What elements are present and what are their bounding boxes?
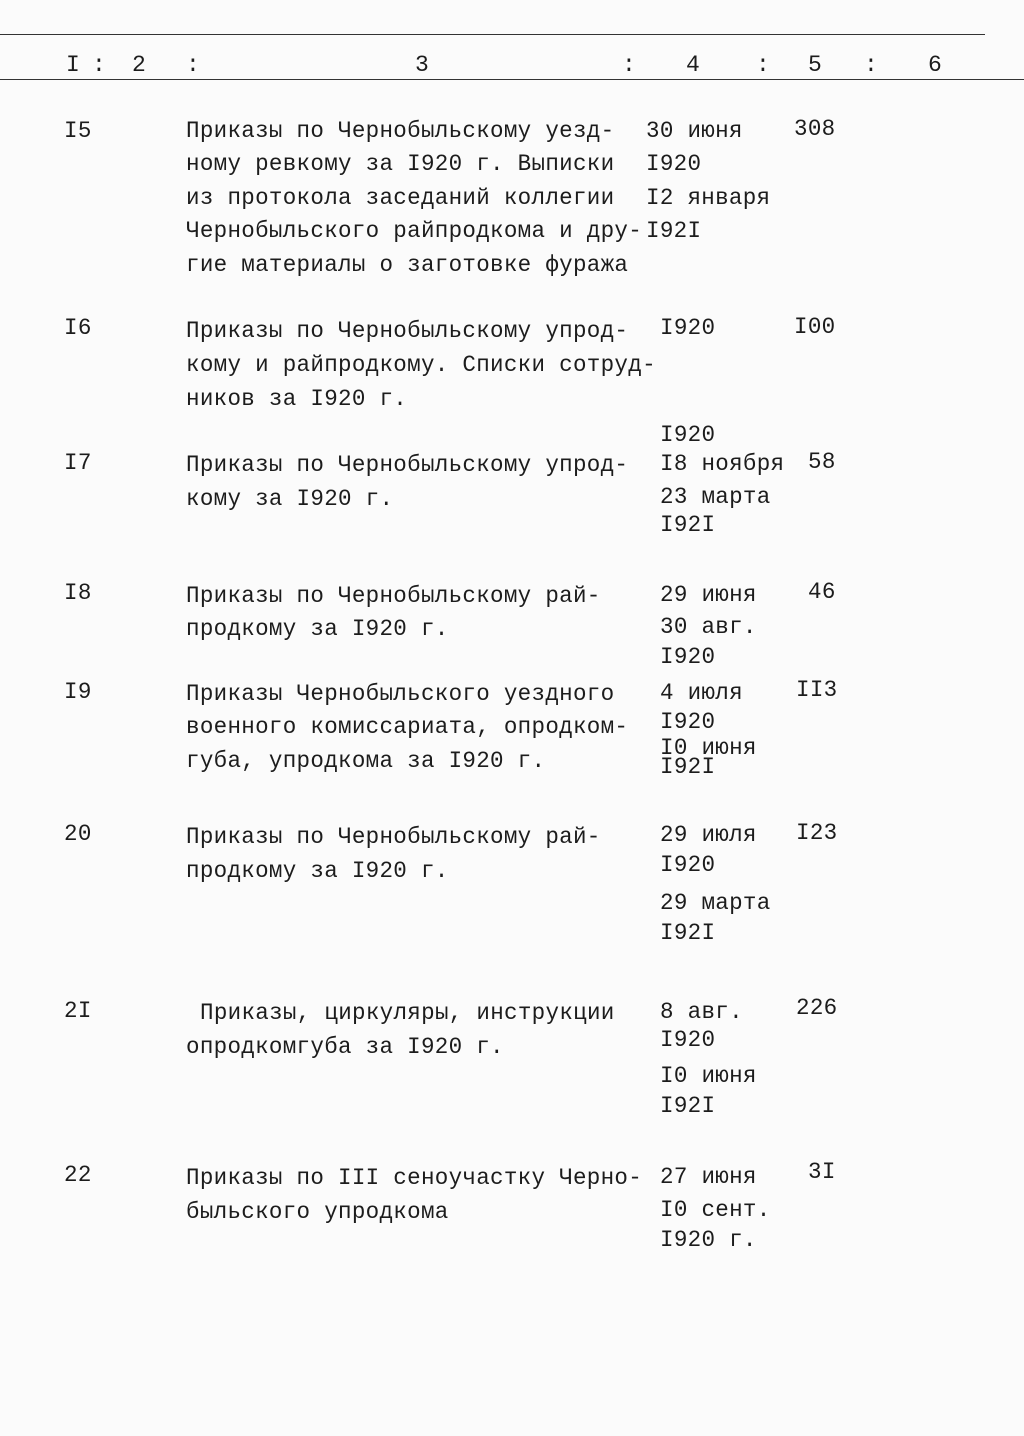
entry-text-line: ному ревкому за I920 г. Выписки <box>186 151 615 177</box>
col-1-header: I <box>66 52 80 78</box>
col-2-header: 2 <box>132 52 146 78</box>
entry-number: I6 <box>64 315 92 341</box>
entry-date: 23 марта <box>660 484 771 510</box>
col-sep: : <box>622 52 636 78</box>
entry-text-line: Приказы по III сеноучастку Черно- <box>186 1165 643 1191</box>
entry-date: I920 <box>646 151 702 177</box>
col-sep: : <box>864 52 878 78</box>
entry-text-line: из протокола заседаний коллегии <box>186 185 615 211</box>
entry-text-line: быльского упродкома <box>186 1199 449 1225</box>
col-sep: : <box>186 52 200 78</box>
entry-date: 29 июня <box>660 582 757 608</box>
entry-date: I920 <box>660 644 716 670</box>
entry-date: 8 авг. <box>660 999 743 1025</box>
entry-count: 226 <box>796 995 838 1021</box>
entry-number: I7 <box>64 450 92 476</box>
entry-text-line: гие материалы о заготовке фуража <box>186 252 629 278</box>
entry-date: 30 авг. <box>660 614 757 640</box>
entry-count: 46 <box>808 579 836 605</box>
entry-text-line: Приказы по Чернобыльскому упрод- <box>186 452 629 478</box>
entry-date: 4 июля <box>660 680 743 706</box>
entry-number: 2I <box>64 998 92 1024</box>
col-4-header: 4 <box>686 52 700 78</box>
entry-text-line: продкому за I920 г. <box>186 616 449 642</box>
entry-text-line: продкому за I920 г. <box>186 858 449 884</box>
entry-text-line: кому за I920 г. <box>186 486 394 512</box>
entry-number: 20 <box>64 821 92 847</box>
top-rule <box>0 34 985 35</box>
entry-count: I00 <box>794 314 836 340</box>
entry-text-line: Приказы, циркуляры, инструкции <box>200 1000 615 1026</box>
entry-date: I920 <box>660 422 716 448</box>
entry-date: I92I <box>660 754 716 780</box>
entry-text-line: Приказы по Чернобыльскому уезд- <box>186 118 615 144</box>
entry-date: I2 января <box>646 185 771 211</box>
col-sep: : <box>756 52 770 78</box>
entry-count: 58 <box>808 449 836 475</box>
col-6-header: 6 <box>928 52 942 78</box>
entry-date: 29 марта <box>660 890 771 916</box>
entry-date: 30 июня <box>646 118 743 144</box>
entry-count: 308 <box>794 116 836 142</box>
entry-date: I8 ноября <box>660 451 785 477</box>
entry-text-line: Чернобыльского райпродкома и дру- <box>186 218 643 244</box>
entry-date: I92I <box>660 512 716 538</box>
entry-text-line: кому и райпродкому. Списки сотруд- <box>186 352 656 378</box>
entry-date: I920 <box>660 709 716 735</box>
entry-date: 27 июня <box>660 1164 757 1190</box>
entry-text-line: губа, упродкома за I920 г. <box>186 748 546 774</box>
entry-date: I920 <box>660 1027 716 1053</box>
entry-text-line: Приказы по Чернобыльскому рай- <box>186 583 601 609</box>
entry-number: I5 <box>64 118 92 144</box>
entry-number: I8 <box>64 580 92 606</box>
entry-number: I9 <box>64 679 92 705</box>
entry-text-line: опродкомгуба за I920 г. <box>186 1034 504 1060</box>
entry-date: I92I <box>660 1093 716 1119</box>
entry-count: II3 <box>796 677 838 703</box>
entry-count: 3I <box>808 1159 836 1185</box>
entry-date: 29 июля <box>660 822 757 848</box>
col-5-header: 5 <box>808 52 822 78</box>
col-sep: : <box>92 52 106 78</box>
entry-date: I92I <box>646 218 702 244</box>
entry-number: 22 <box>64 1162 92 1188</box>
entry-date: I0 июня <box>660 735 757 761</box>
entry-text-line: Приказы по Чернобыльскому упрод- <box>186 318 629 344</box>
entry-date: I0 июня <box>660 1063 757 1089</box>
col-3-header: 3 <box>415 52 429 78</box>
entry-text-line: Приказы по Чернобыльскому рай- <box>186 824 601 850</box>
entry-date: I920 <box>660 852 716 878</box>
entry-date: I920 г. <box>660 1227 757 1253</box>
entry-text-line: Приказы Чернобыльского уездного <box>186 681 615 707</box>
entry-date: I920 <box>660 315 716 341</box>
entry-date: I92I <box>660 920 716 946</box>
entry-count: I23 <box>796 820 838 846</box>
entry-date: I0 сент. <box>660 1197 771 1223</box>
entry-text-line: ников за I920 г. <box>186 386 408 412</box>
entry-text-line: военного комиссариата, опродком- <box>186 714 629 740</box>
